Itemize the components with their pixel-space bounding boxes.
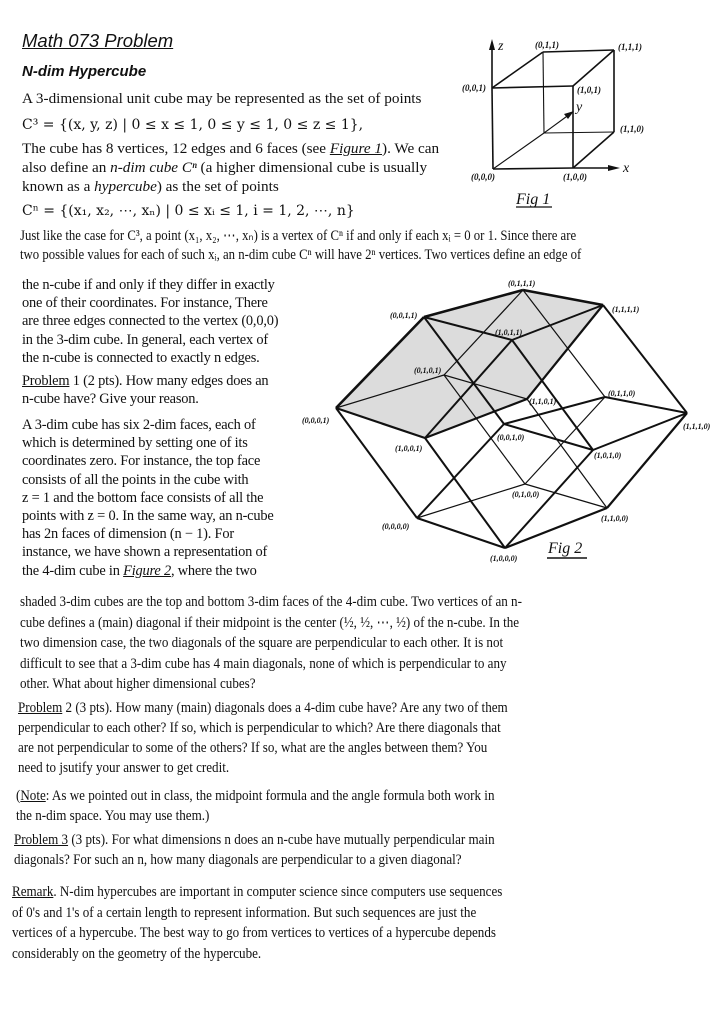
edge-line: are three edges connected to the vertex (0,0,0)	[22, 313, 279, 330]
faces-line: which is determined by setting one of its	[22, 435, 248, 452]
faces-line: instance, we have shown a representation of	[22, 544, 268, 561]
problem2-text: perpendicular to each other? If so, which is perpendicular to which? Are there diagonals that	[18, 719, 501, 736]
faces-line: A 3-dim cube has six 2-dim faces, each of	[22, 417, 256, 433]
diagonal-line: cube defines a (main) diagonal if their midpoint is the center (½, ½, ⋯, ½) of the n-cube. In the	[20, 613, 520, 631]
vertex-label: (1,1,1,0)	[683, 422, 711, 431]
faces-line: z = 1 and the bottom face consists of all the	[22, 489, 264, 506]
problem2-text: 2 (3 pts). How many (main) diagonals does a 4-dim cube have? Are any two of them	[62, 699, 508, 716]
figure1-link[interactable]: Figure 1	[329, 140, 383, 157]
vertex-label: (0,0,0)	[471, 172, 495, 182]
problem3-label: Problem 3	[14, 831, 69, 848]
edge-line: one of their coordinates. For instance, There	[22, 295, 268, 312]
vertex-label: (0,0,1,1)	[390, 311, 418, 320]
remark-text: of 0's and 1's of a certain length to represent information. But such sequences are just the	[12, 903, 477, 921]
figure1-edges	[492, 44, 614, 169]
intro-line: A 3-dimensional unit cube may be represented as the set of points	[22, 90, 422, 107]
vertex-label: (0,0,0,0)	[382, 522, 410, 531]
intro-text: ). We can also define an	[22, 140, 440, 176]
vertex-line-2: two possible values for each of such xᵢ, an n-dim cube Cⁿ will have 2ⁿ vertices. Two vertices define an edge of	[20, 246, 582, 263]
vertex-label: (0,1,1,0)	[608, 389, 636, 398]
vertex-label: (0,1,1)	[535, 40, 559, 50]
vertex-label: (1,0,0,1)	[395, 444, 423, 453]
faces-line: coordinates zero. For instance, the top face	[22, 453, 261, 470]
remark-text: vertices of a hypercube. The best way to go from vertices to vertices of a hypercube depends	[12, 924, 496, 941]
intro-text: The cube has 8 vertices, 12 edges and 6 faces (see	[22, 140, 330, 157]
faces-text: the 4-dim cube in	[22, 562, 124, 579]
vertex-label: (1,1,0,0)	[601, 514, 629, 523]
x-axis-label: x	[623, 161, 630, 176]
z-axis-arrow-icon	[489, 39, 495, 50]
problem2-text: are not perpendicular to some of the others? If so, what are the angles between them? You	[18, 739, 488, 756]
problem1-text: n-cube have? Give your reason.	[22, 391, 199, 408]
diagonal-line: difficult to see that a 3-dim cube has 4 main diagonals, none of which is perpendicular to any	[20, 654, 507, 672]
diagonal-line: shaded 3-dim cubes are the top and bottom 3-dim faces of the 4-dim cube. Two vertices of an n-	[20, 593, 522, 610]
remark-label: Remark	[12, 883, 54, 900]
page-title: Math 073 Problem	[22, 30, 174, 51]
faces-line: consists of all the points in the cube with	[22, 471, 249, 488]
remark-text: . N-dim hypercubes are important in computer science since computers use sequences	[53, 883, 503, 900]
ndim-term: n-dim cube Cⁿ	[110, 159, 197, 176]
figure2-caption: Fig 2	[548, 540, 583, 557]
problem2-text: need to jsutify your answer to get credit.	[18, 759, 230, 776]
note-text: : As we pointed out in class, the midpoint formula and the angle formula both work in	[45, 787, 495, 804]
c3-set-formula: C³ = {(x, y, z) | 0 ≤ x ≤ 1, 0 ≤ y ≤ 1, 0 ≤ z ≤ 1},	[22, 117, 364, 133]
faces-line: points with z = 0. In the same way, an n-cube	[22, 508, 274, 525]
vertex-label: (1,1,0,1)	[529, 397, 557, 406]
remark-text: considerably on the geometry of the hypercube.	[12, 944, 262, 962]
vertex-label: (1,0,1,0)	[594, 451, 622, 460]
diagonal-line: other. What about higher dimensional cubes?	[20, 675, 256, 692]
cn-set-formula: Cⁿ = {(x₁, x₂, ⋯, xₙ) | 0 ≤ xᵢ ≤ 1, i = 1, 2, ⋯, n}	[22, 203, 355, 219]
figure2-shaded-cubes	[336, 290, 603, 438]
page-subtitle: N-dim Hypercube	[22, 63, 147, 80]
vertex-label: (1,1,1,1)	[612, 305, 640, 314]
x-axis-arrow-icon	[608, 165, 620, 171]
note-text: the n-dim space. You may use them.)	[16, 807, 210, 824]
vertex-label: (1,0,1)	[577, 85, 601, 95]
diagonal-line: two dimension case, the two diagonals of the square are perpendicular to each other. It is not	[20, 634, 504, 651]
note-label: Note	[20, 787, 46, 804]
vertex-label: (1,0,1,1)	[495, 328, 523, 337]
edge-line: the n-cube if and only if they differ in exactly	[22, 277, 275, 293]
vertex-label: (1,0,0,0)	[490, 554, 518, 563]
vertex-label: (0,1,0,1)	[414, 366, 442, 375]
problem2-label: Problem	[18, 699, 63, 716]
vertex-label: (0,0,0,1)	[302, 416, 330, 425]
intro-text: (a higher dimensional cube is usually known as a	[22, 159, 428, 195]
hypercube-term: hypercube	[94, 178, 157, 195]
vertex-label: (1,0,0)	[563, 172, 587, 182]
edge-line: in the 3-dim cube. In general, each vertex of	[22, 331, 268, 348]
vertex-label: (1,1,0)	[620, 124, 644, 134]
vertex-label: (1,1,1)	[618, 42, 642, 52]
problem1-label: Problem	[22, 373, 70, 389]
vertex-label: (0,0,1,0)	[497, 433, 525, 442]
edge-line: the n-cube is connected to exactly n edges.	[22, 349, 260, 366]
z-axis-label: z	[498, 39, 504, 54]
figure1-caption: Fig 1	[516, 191, 551, 208]
problem3-text: diagonals? For such an n, how many diagonals are perpendicular to a given diagonal?	[14, 851, 462, 868]
problem3-text: (3 pts). For what dimensions n does an n-cube have mutually perpendicular main	[68, 831, 495, 848]
intro-text: ) as the set of points	[156, 178, 279, 195]
y-axis-label: y	[576, 100, 583, 115]
vertex-line-1: Just like the case for C³, a point (x₁, x₂, ⋯, xₙ) is a vertex of Cⁿ if and only if each xᵢ = 0 or 1. Since there are	[20, 227, 577, 244]
problem1-text: 1 (2 pts). How many edges does an	[69, 373, 269, 389]
figure2-link[interactable]: Figure 2	[123, 562, 171, 579]
vertex-label: (0,0,1)	[462, 83, 486, 93]
vertex-label: (0,1,0,0)	[512, 490, 540, 499]
faces-line: has 2n faces of dimension (n − 1). For	[22, 526, 234, 543]
vertex-label: (0,1,1,1)	[508, 279, 536, 288]
note-paren: (	[16, 787, 21, 804]
faces-text: , where the two	[170, 562, 257, 579]
